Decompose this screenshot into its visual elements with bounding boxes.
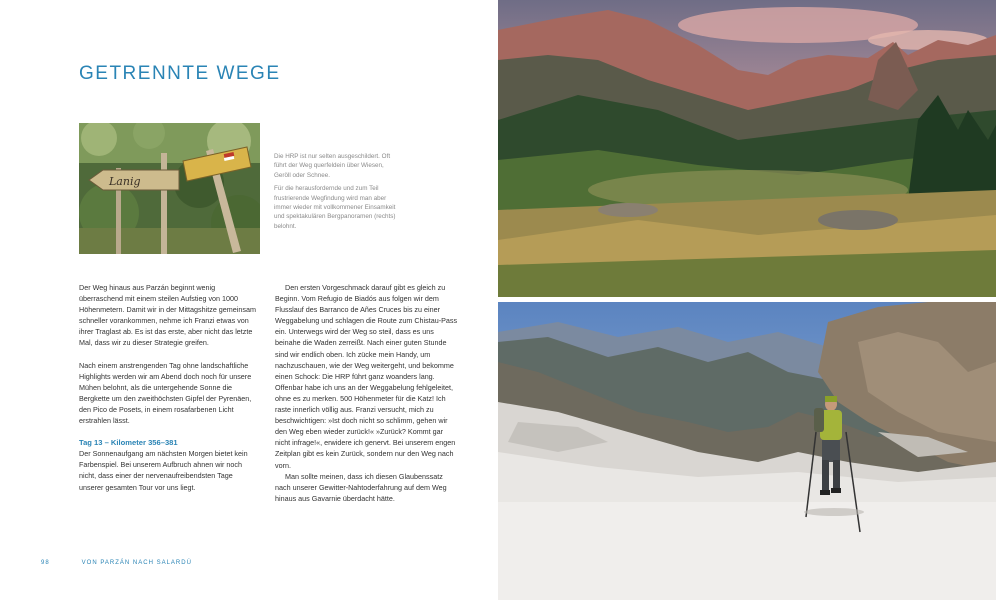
page-footer	[41, 560, 192, 566]
caption-paragraph-2: Für die herausfordernde und zum Teil frustrierende Wegfindung wird man aber immer wieder mit vollkommener Einsamkeit und spektakulären Bergpanoramen (rechts) belohnt.	[274, 185, 396, 230]
right-page	[498, 0, 996, 600]
chapter-running-head: VON PARZÁN NACH SALARDÚ	[81, 560, 192, 566]
body-paragraph: Den ersten Vorgeschmack darauf gibt es gleich zu Beginn. Vom Refugio de Biadós aus folgen wir dem Flusslauf des Barranco de Añes Cruces bis zu einer Weggabelung und schlagen die Route zum Chistau-Pass ein. Unterwegs wird der Weg so steil, dass es uns beinahe die Waden zerreißt. Nach einer guten Stunde sind wir endlich oben. Ich zücke mein Handy, um nachzuschauen, wie der Weg weitergeht, und bekomme einen Schock: Die HRP führt ganz woanders lang. Offenbar habe ich uns an der Weggabelung fehlgeleitet, ohne es zu merken. 500 Höhenmeter für die Katz! Ich raste innerlich völlig aus. Franzi versucht, mich zu beschwichtigen: »Ist doch nicht so schlimm, gehen wir den Weg eben wieder zurück!« »Zurück? Kommt gar nicht infrage!«, erwidere ich genervt. Bei unserem engen Zeitplan gibt es kein Zurück, sondern nur den Weg nach vorn.	[275, 283, 458, 470]
sign-text: Lanig	[109, 175, 141, 188]
body-paragraph: Der Sonnenaufgang am nächsten Morgen bietet kein Farbenspiel. Bei unserem Aufbruch ahnen wir noch nicht, dass einer der nervenaufreibendsten Tage unserer gesamten Tour vor uns liegt.	[79, 449, 248, 492]
day-subheading: Tag 13 – Kilometer 356–381	[79, 438, 178, 448]
page-number: 98	[41, 560, 50, 566]
caption-paragraph-1: Die HRP ist nur selten ausgeschildert. Oft führt der Weg querfeldein über Wiesen, Geröll oder Schnee.	[274, 153, 391, 179]
body-paragraph: Nach einem anstrengenden Tag ohne landschaftliche Highlights werden wir am Abend doch noch für unsere Mühen belohnt, als die untergehende Sonne die Bergkette um den zweithöchsten Gipfel der Pyrenäen, den Pico de Posets, in einem rosafarbenen Licht erstrahlen lässt.	[79, 360, 252, 426]
hiker-snowfield-illustration	[498, 302, 996, 600]
text-column-1	[79, 282, 259, 504]
body-paragraph: Der Weg hinaus aus Parzán beginnt wenig überraschend mit einem steilen Aufstieg von 1000 Höhenmetern. Damit wir in der Mittagshitze gemeinsam schneller vorankommen, nehme ich Franzi etwas von ihrer Traglast ab. Es ist das erste, aber nicht das letzte Mal, dass wir zu dieser Strategie greifen.	[79, 283, 256, 348]
mountain-sunset-photo	[498, 0, 996, 297]
trail-sign-illustration	[79, 123, 260, 254]
mountain-sunset-illustration	[498, 0, 996, 297]
page-title: GETRENNTE WEGE	[79, 63, 281, 84]
trail-sign-photo	[79, 123, 260, 254]
photo-caption	[274, 152, 402, 235]
hiker-snowfield-photo	[498, 302, 996, 600]
body-paragraph: Man sollte meinen, dass ich diesen Glaubenssatz nach unserer Gewitter-Nahtoderfahrung auf dem Weg hinaus aus Gavarnie überdacht hätte.	[275, 471, 447, 503]
text-column-2	[275, 282, 458, 504]
